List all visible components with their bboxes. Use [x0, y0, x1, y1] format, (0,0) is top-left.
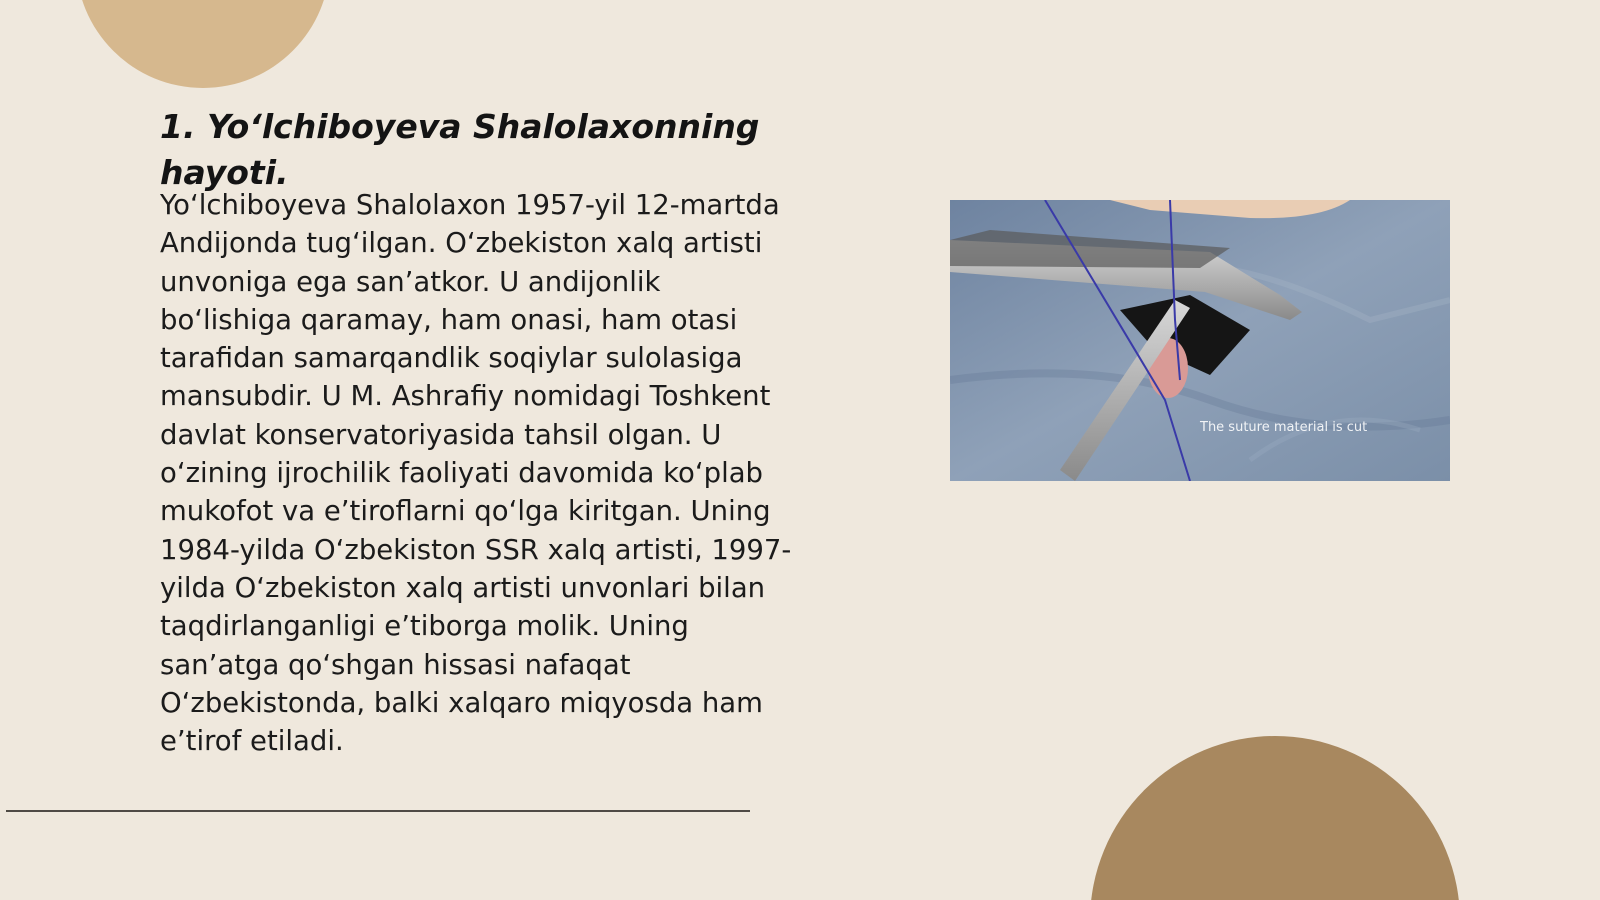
surgery-photo-illustration [950, 200, 1450, 481]
surgery-photo [950, 200, 1450, 481]
slide-title: 1. Yo‘lchiboyeva Shalolaxonning hayoti. [160, 107, 760, 192]
divider-line [6, 810, 750, 812]
slide-body-text: Yo‘lchiboyeva Shalolaxon 1957-yil 12-martda Andijonda tug‘ilgan. O‘zbekiston xalq artisti unvoniga ega san’atkor. U andijonlik bo‘lishiga qaramay, ham onasi, ham otasi tarafidan samarqandlik soqiylar sulolasiga mansubdir. U M. Ashrafiy nomidagi Toshkent davlat konservatoriyasida tahsil olgan. U o‘zining ijrochilik faoliyati davomida ko‘plab mukofot va e’tiroflarni qo‘lga kiritgan. Uning 1984-yilda O‘zbekiston SSR xalq artisti, 1997- yilda O‘zbekiston xalq artisti unvonlari bilan taqdirlanganligi e’tiborga molik. Uning san’atga qo‘shgan hissasi nafaqat O‘zbekistonda, balki xalqaro miqyosda ham e’tirof etiladi. [160, 189, 792, 758]
decorative-circle-top [76, 0, 330, 88]
photo-caption: The suture material is cut [1200, 420, 1368, 435]
decorative-circle-bottom [1090, 736, 1460, 900]
